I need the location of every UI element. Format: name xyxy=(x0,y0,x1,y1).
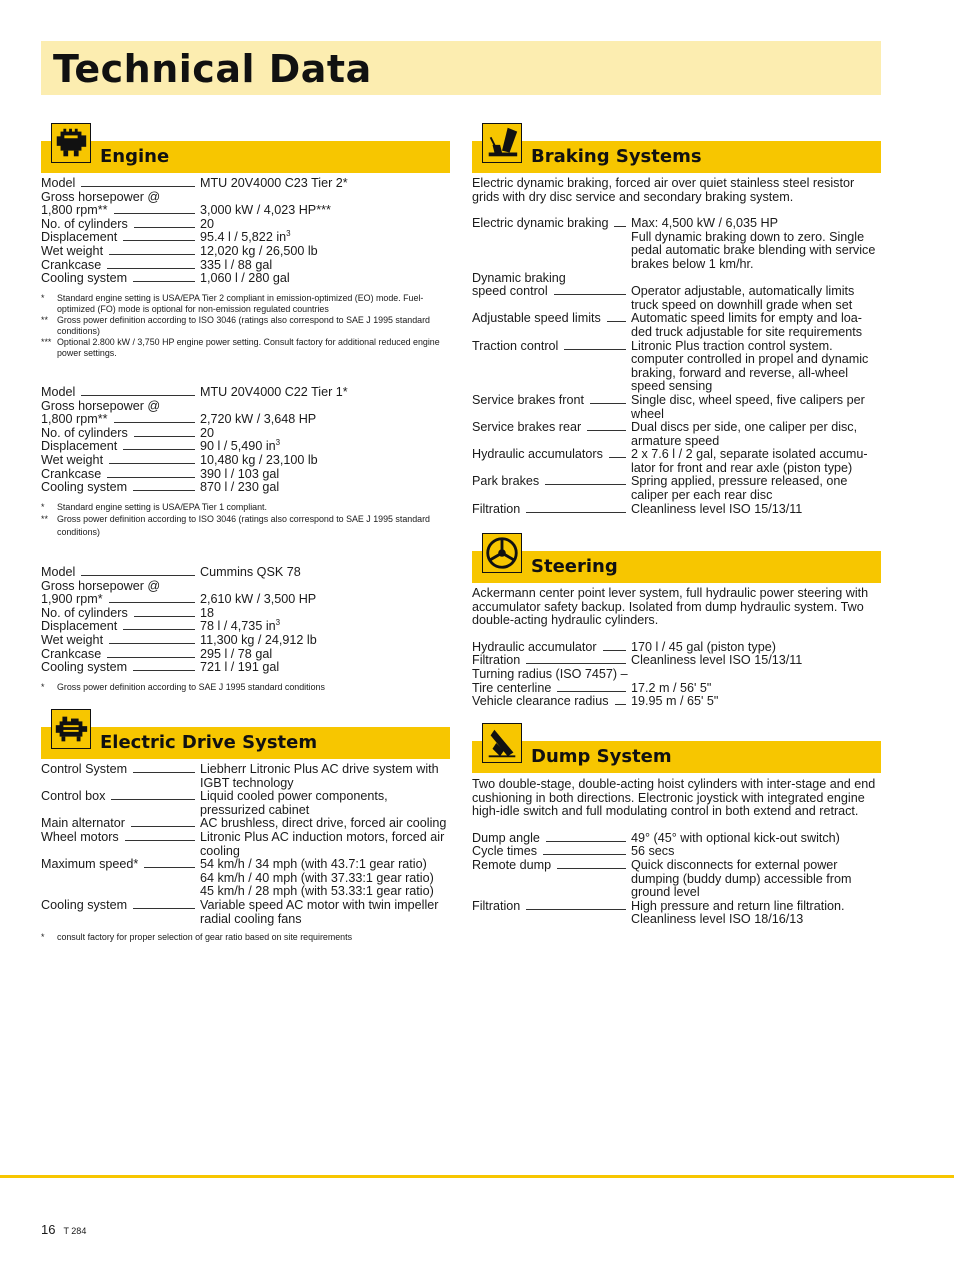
spec-value: 390 l / 103 gal xyxy=(200,466,280,481)
dump-heading: Dump System xyxy=(531,746,672,767)
spec-row xyxy=(41,231,450,245)
spec-row xyxy=(472,394,882,421)
footnote: ** Gross power definition according to ISO 3046 (ratings also correspond to SAE J 1995 standard conditions) xyxy=(41,314,430,336)
spec-value: Litronic Plus traction control system. computer controlled in propel and dynamic braking, forward and reverse, all-wheel speed sensing xyxy=(631,338,869,394)
engine-heading: Engine xyxy=(100,146,170,167)
document-code: T 284 xyxy=(63,1226,87,1236)
spec-label: Wheel motors xyxy=(41,829,119,844)
spec-label: Hydraulic accumulator xyxy=(472,639,597,654)
spec-value: 78 l / 4,735 in xyxy=(200,619,276,634)
engine-icon xyxy=(51,123,91,163)
spec-value: 64 km/h / 40 mph (with 37.33:1 gear ratio) xyxy=(200,870,434,885)
spec-label: Displacement xyxy=(41,439,118,454)
spec-row xyxy=(41,790,450,817)
spec-label: Cooling system xyxy=(41,480,128,495)
footnote: * Standard engine setting is USA/EPA Tier 2 compliant in emission-optimized (EO) mode. Fuel-optimized (FO) mode is optional for non-emission regulated countries xyxy=(41,292,424,314)
spec-value: 49° (45° with optional kick-out switch) xyxy=(631,830,840,845)
spec-value: Cleanliness level ISO 18/16/13 xyxy=(631,912,804,927)
steering-specs xyxy=(472,587,882,709)
spec-row xyxy=(472,682,882,696)
spec-value: Liquid cooled power components, pressurized cabinet xyxy=(200,789,388,817)
spec-label: Remote dump xyxy=(472,857,552,872)
spec-value: Automatic speed limits for empty and loa-ded truck adjustable for site requirements xyxy=(631,311,863,339)
spec-value: Dual discs per side, one caliper per disc, armature speed xyxy=(631,420,858,448)
spec-label: Filtration xyxy=(472,501,521,516)
spec-label: Cooling system xyxy=(41,271,128,286)
steering-section-header xyxy=(472,551,881,583)
spec-label: No. of cylinders xyxy=(41,605,128,620)
engine-model2-specs xyxy=(41,386,450,539)
spec-label: 1,800 rpm** xyxy=(41,412,108,427)
spec-value: 20 xyxy=(200,425,215,440)
spec-value: 170 l / 45 gal (piston type) xyxy=(631,639,776,654)
spec-label: Vehicle clearance radius xyxy=(472,694,609,709)
braking-section-header xyxy=(472,141,881,173)
spec-row xyxy=(41,899,450,926)
spec-label: Dynamic braking xyxy=(472,270,566,285)
spec-label: Control System xyxy=(41,762,128,776)
spec-value: Cleanliness level ISO 15/13/11 xyxy=(631,501,803,516)
dump-specs xyxy=(472,778,882,927)
spec-row xyxy=(472,845,882,859)
spec-label: Displacement xyxy=(41,230,118,245)
spec-label: No. of cylinders xyxy=(41,425,128,440)
spec-label: 1,900 rpm* xyxy=(41,592,103,607)
spec-row xyxy=(472,503,882,517)
spec-value: Max: 4,500 kW / 6,035 HP xyxy=(631,216,778,231)
spec-row xyxy=(472,641,882,655)
spec-label: Service brakes front xyxy=(472,392,584,407)
engine-model3-specs xyxy=(41,566,450,693)
spec-row xyxy=(41,831,450,858)
spec-value: Liebherr Litronic Plus AC drive system with IGBT technology xyxy=(200,762,439,790)
spec-label: Hydraulic accumulators xyxy=(472,447,603,462)
footnote: * Standard engine setting is USA/EPA Tier 1 compliant. xyxy=(41,501,267,512)
superscript: 3 xyxy=(275,618,281,628)
spec-value: 11,300 kg / 24,912 lb xyxy=(200,632,317,647)
spec-label: Turning radius (ISO 7457) – xyxy=(472,666,628,681)
spec-value: MTU 20V4000 C22 Tier 1* xyxy=(200,385,348,399)
spec-value: Cleanliness level ISO 15/13/11 xyxy=(631,653,803,668)
spec-value: 335 l / 88 gal xyxy=(200,257,273,272)
spec-label: Main alternator xyxy=(41,816,125,831)
engine-section-header xyxy=(41,141,450,173)
page-title: Technical Data xyxy=(53,47,372,91)
spec-label: Crankcase xyxy=(41,646,102,661)
spec-label: Service brakes rear xyxy=(472,420,582,435)
spec-label: Wet weight xyxy=(41,243,104,258)
spec-label: Crankcase xyxy=(41,257,102,272)
spec-value: Quick disconnects for external power dumping (buddy dump) accessible from ground level xyxy=(631,857,852,900)
spec-row xyxy=(41,648,450,662)
spec-label: Model xyxy=(41,385,76,399)
brake-pedal-icon xyxy=(482,123,522,163)
spec-row xyxy=(41,858,450,899)
spec-row xyxy=(41,272,450,286)
spec-row xyxy=(472,285,882,312)
spec-row xyxy=(41,413,450,427)
superscript: 3 xyxy=(286,229,291,239)
spec-value: 870 l / 230 gal xyxy=(200,480,280,495)
dump-body-icon xyxy=(482,723,522,763)
footnote: ** Gross power definition according to ISO 3046 (ratings also correspond to SAE J 1995 standard conditions) xyxy=(41,513,430,537)
electric-section-header xyxy=(41,727,450,759)
spec-label: Gross horsepower @ xyxy=(41,578,161,593)
spec-row xyxy=(472,312,882,339)
engine-model1-specs xyxy=(41,177,450,359)
spec-row xyxy=(41,440,450,454)
spec-row xyxy=(41,566,450,580)
spec-row xyxy=(472,654,882,668)
spec-value: 54 km/h / 34 mph (with 43.7:1 gear ratio) xyxy=(200,857,427,872)
spec-row xyxy=(472,695,882,709)
spec-row xyxy=(41,259,450,273)
spec-label: Tire centerline xyxy=(472,680,552,695)
spec-label: Cooling system xyxy=(41,660,128,675)
spec-row xyxy=(472,217,882,271)
spec-row xyxy=(41,177,450,191)
spec-label: Electric dynamic braking xyxy=(472,216,609,231)
spec-value: 90 l / 5,490 in xyxy=(200,439,276,454)
spec-value: 10,480 kg / 23,100 lb xyxy=(200,452,318,467)
spec-value: 17.2 m / 56' 5" xyxy=(631,680,712,695)
title-banner xyxy=(41,41,881,95)
spec-label: speed control xyxy=(472,284,548,299)
spec-value: 295 l / 78 gal xyxy=(200,646,273,661)
spec-value: 3,000 kW / 4,023 HP*** xyxy=(200,203,331,218)
spec-value: Single disc, wheel speed, five calipers per wheel xyxy=(631,392,865,421)
spec-label: Gross horsepower @ xyxy=(41,189,161,204)
spec-value: 2,720 kW / 3,648 HP xyxy=(200,412,317,427)
spec-label: Wet weight xyxy=(41,632,104,647)
spec-label: Control box xyxy=(41,789,106,804)
spec-row xyxy=(41,763,450,790)
spec-row xyxy=(472,859,882,900)
spec-row xyxy=(41,386,450,400)
dump-section-header xyxy=(472,741,881,773)
spec-label: Adjustable speed limits xyxy=(472,311,601,326)
spec-row xyxy=(472,421,882,448)
spec-value: 95.4 l / 5,822 in xyxy=(200,230,287,245)
spec-label: Cycle times xyxy=(472,844,538,859)
spec-row xyxy=(41,454,450,468)
spec-row xyxy=(472,340,882,394)
spec-value: Litronic Plus AC induction motors, forced air cooling xyxy=(200,829,445,858)
spec-label: Maximum speed* xyxy=(41,857,139,872)
spec-value: 2,610 kW / 3,500 HP xyxy=(200,592,317,607)
footer-rule xyxy=(0,1175,954,1178)
spec-row xyxy=(41,817,450,831)
spec-row xyxy=(472,448,882,475)
electric-specs xyxy=(41,763,450,943)
page-number: 16 xyxy=(41,1222,56,1237)
spec-value: Spring applied, pressure released, one caliper per each rear disc xyxy=(631,474,848,503)
spec-label: Traction control xyxy=(472,338,559,353)
footnote: * consult factory for proper selection of gear ratio based on site requirements xyxy=(41,932,353,943)
spec-label: Filtration xyxy=(472,653,521,668)
braking-specs xyxy=(472,177,882,516)
footnote: *** Optional 2.800 kW / 3,750 HP engine power setting. Consult factory for additional reduced engine power settings. xyxy=(41,336,440,358)
spec-value: Variable speed AC motor with twin impeller radial cooling fans xyxy=(200,897,439,926)
spec-label: Cooling system xyxy=(41,897,128,912)
spec-row xyxy=(41,481,450,495)
steering-intro: Ackermann center point lever system, full hydraulic power steering with accumulator safety backup. Isolated from dump hydraulic system. Two double-acting hydraulic cylinders. xyxy=(472,586,869,628)
spec-value: 12,020 kg / 26,500 lb xyxy=(200,243,318,258)
footnote: * Gross power definition according to SAE J 1995 standard conditions xyxy=(41,681,325,692)
spec-value: 20 xyxy=(200,216,215,231)
spec-label: Gross horsepower @ xyxy=(41,398,161,413)
spec-row xyxy=(472,832,882,846)
spec-label: Model xyxy=(41,176,76,190)
spec-value: MTU 20V4000 C23 Tier 2* xyxy=(200,176,348,190)
spec-row xyxy=(41,204,450,218)
spec-row xyxy=(472,475,882,502)
spec-label: Filtration xyxy=(472,898,521,913)
spec-row xyxy=(41,245,450,259)
page-footer xyxy=(41,1222,86,1237)
alternator-icon xyxy=(51,709,91,749)
spec-value: 2 x 7.6 l / 2 gal, separate isolated accumu-lator for front and rear axle (piston type) xyxy=(631,447,868,475)
spec-value: Operator adjustable, automatically limits truck speed on downhill grade when set xyxy=(631,284,855,312)
spec-row xyxy=(41,620,450,634)
spec-row xyxy=(41,634,450,648)
spec-label: Park brakes xyxy=(472,474,540,489)
braking-heading: Braking Systems xyxy=(531,146,702,167)
spec-value: 18 xyxy=(200,605,215,620)
steering-wheel-icon xyxy=(482,533,522,573)
superscript: 3 xyxy=(275,438,281,448)
spec-value: Cummins QSK 78 xyxy=(200,565,301,579)
spec-value: 45 km/h / 28 mph (with 53.33:1 gear ratio) xyxy=(200,884,434,899)
spec-value: 721 l / 191 gal xyxy=(200,660,280,675)
spec-label: Dump angle xyxy=(472,830,540,845)
spec-label: Crankcase xyxy=(41,466,102,481)
spec-row xyxy=(41,593,450,607)
spec-label: Wet weight xyxy=(41,452,104,467)
spec-value: Full dynamic braking down to zero. Single pedal automatic brake blending with service brakes below 1 km/hr. xyxy=(631,229,876,271)
spec-value: AC brushless, direct drive, forced air cooling xyxy=(200,816,447,831)
braking-intro: Electric dynamic braking, forced air over quiet stainless steel resistor grids with dry disc service and secondary braking system. xyxy=(472,176,855,204)
dump-intro: Two double-stage, double-acting hoist cylinders with inter-stage and end cushioning in both directions. Electronic joystick with integrated engine high-idle switch and full modulating control in both extend and retract. xyxy=(472,777,876,819)
electric-heading: Electric Drive System xyxy=(100,732,318,753)
spec-label: Model xyxy=(41,565,76,579)
spec-row xyxy=(41,468,450,482)
steering-heading: Steering xyxy=(531,556,618,577)
spec-row xyxy=(41,661,450,675)
spec-label: No. of cylinders xyxy=(41,216,128,231)
spec-value: 19.95 m / 65' 5" xyxy=(631,694,719,709)
spec-row xyxy=(472,900,882,927)
spec-value: 1,060 l / 280 gal xyxy=(200,271,290,286)
spec-label: Displacement xyxy=(41,619,118,634)
spec-value: 56 secs xyxy=(631,844,675,859)
spec-label: 1,800 rpm** xyxy=(41,203,108,218)
spec-value: High pressure and return line filtration. xyxy=(631,898,845,913)
